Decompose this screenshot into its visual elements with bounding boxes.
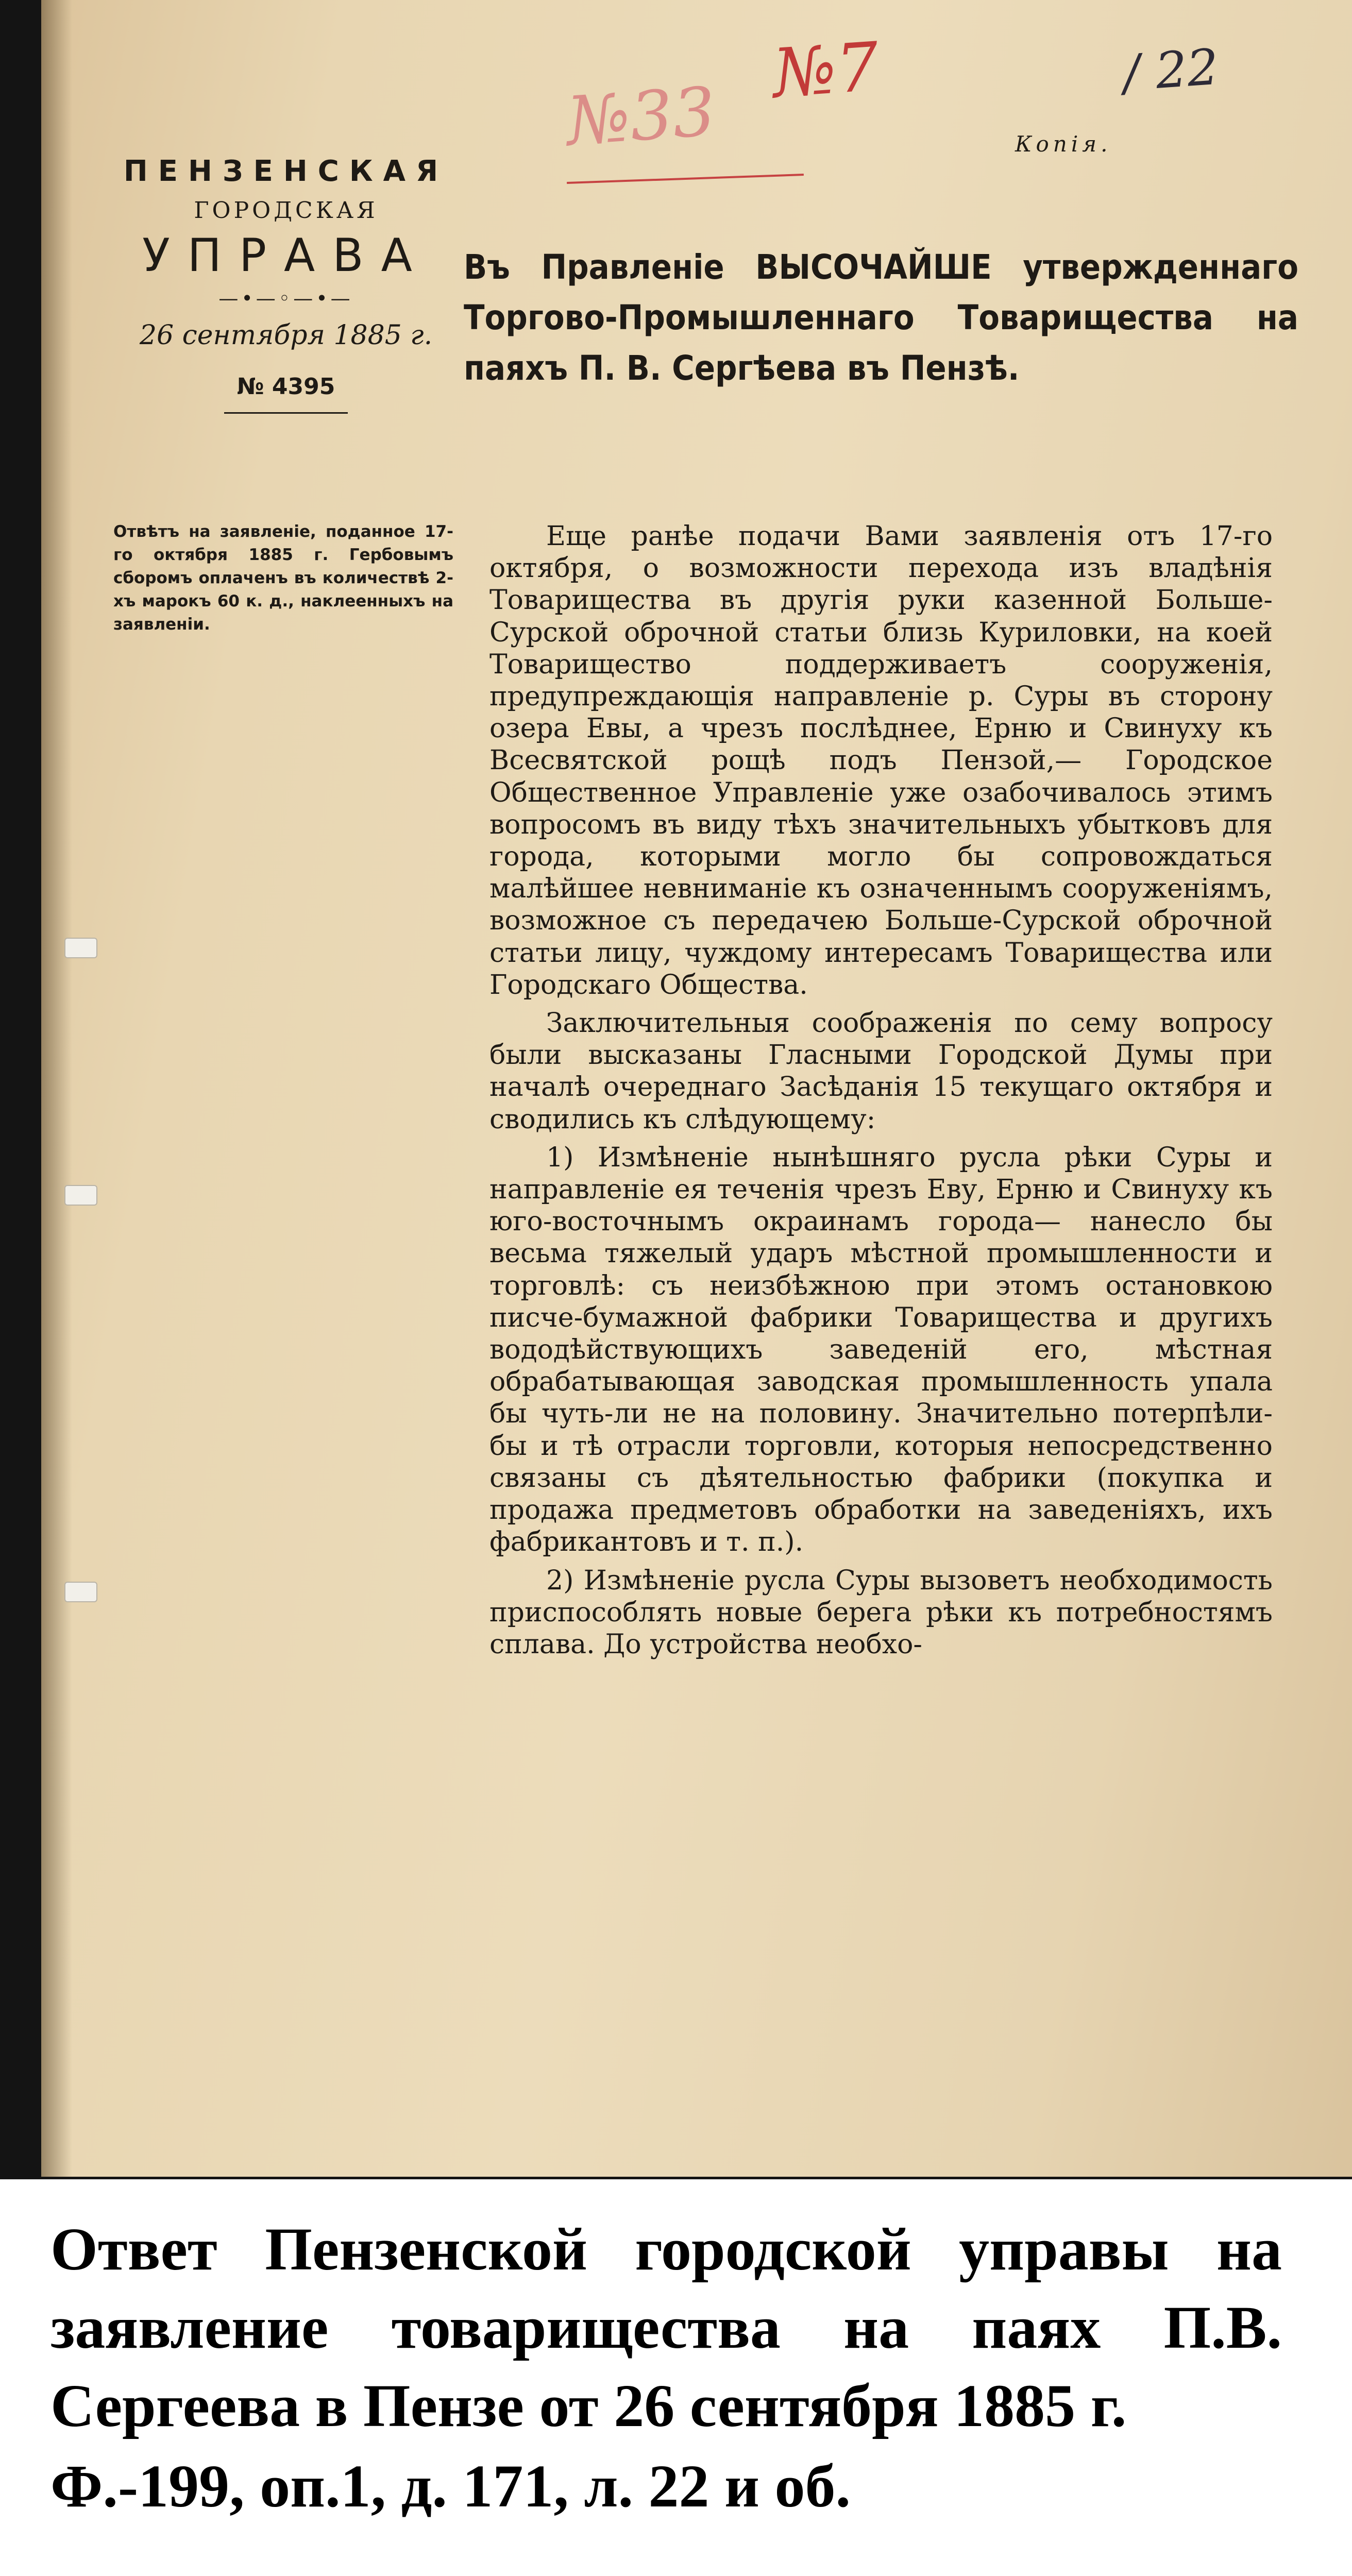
paragraph-4: 2) Измѣненіе русла Суры вызоветъ необходимость приспособлять новые берега рѣки къ потребностямъ сплава. До устройства необхо- [489,1565,1273,1660]
margin-note: Отвѣтъ на заявленіе, поданное 17-го октября 1885 г. Гербовымъ сборомъ оплаченъ въ количествѣ 2-хъ марокъ 60 к. д., наклеенныхъ на заявленіи. [113,522,453,634]
caption [50,2210,1282,2526]
letterhead [119,155,453,414]
paragraph-1: Еще ранѣе подачи Вами заявленія отъ 17-го октября, о возможности перехода изъ владѣнія Товарищества въ другія руки казенной Больше-Сурской оброчной статьи близь Куриловки, на коей Товарищество поддерживаетъ сооруженія, предупреждающія направленіе р. Суры въ сторону озера Евы, а чрезъ послѣднее, Ерню и Свинуху къ Всесвятской рощѣ подъ Пензой,— Городское Общественное Управленіе уже озабочивалось этимъ вопросомъ въ виду тѣхъ значительныхъ убытковъ для города, которыми могло бы сопровождаться малѣйшее невниманіе къ означеннымъ сооруженіямъ, возможное съ передачею Больше-Сурской оброчной статьи лицу, чуждому интересамъ Товарищества или Городскаго Общества. [489,521,1273,1001]
paragraph-2: Заключительныя соображенія по сему вопросу были высказаны Гласными Городской Думы при началѣ очереднаго Засѣданія 15 текущаго октября и сводились къ слѣдующему: [489,1008,1273,1135]
letterhead-line3: УПРАВА [142,229,430,282]
letterhead-line1: ПЕНЗЕНСКАЯ [123,155,449,188]
letterhead-line2: ГОРОДСКАЯ [194,197,378,224]
handwritten-number-pink: №33 [564,72,718,161]
binding-thread [64,938,97,958]
letter-body [489,520,1273,1660]
document-page [41,0,1352,2177]
binding-thread [64,1582,97,1602]
archive-reference: Ф.-199, оп.1, д. 171, л. 22 и об. [50,2452,851,2520]
paragraph-3: 1) Измѣненіе нынѣшняго русла рѣки Суры и направленіе ея теченія чрезъ Еву, Ерню и Свинуху къ юго-восточнымъ окраинамъ города— нанесло бы весьма тяжелый ударъ мѣстной промышленности и торговлѣ: съ неизбѣжною при этомъ остановкою писче-бумажной фабрики Товарищества и другихъ вододѣйствующихъ заведеній его, мѣстная обрабатывающая заводская промышленность упала бы чуть-ли не на половину. Значительно потерпѣли-бы и тѣ отрасли торговли, которыя непосредственно связаны съ дѣятельностью фабрики (покупка и продажа предметовъ обработки на заведеніяхъ, ихъ фабрикантовъ и т. п.). [489,1142,1273,1558]
addressee-heading: Въ Правленіе ВЫСОЧАЙШЕ утвержденнаго Торгово-Промышленнаго Товарищества на паяхъ П. В. Сергѣева въ Пензѣ. [464,247,1298,388]
letterhead-number: № 4395 [236,374,335,400]
folio-number: / 22 [1121,38,1221,103]
copy-label: Копія. [1015,131,1112,157]
letterhead-rule [224,412,348,414]
binding-thread [64,1185,97,1206]
caption-title: Ответ Пензенской городской управы на заявление товарищества на паях П.В. Сергеева в Пензе от 26 сентября 1885 г. [50,2215,1282,2439]
letterhead-date: 26 сентября 1885 г. [139,320,433,351]
red-underline [567,174,804,184]
handwritten-number-red: №7 [770,27,882,113]
letterhead-ornament: —•—◦—•— [218,287,353,310]
